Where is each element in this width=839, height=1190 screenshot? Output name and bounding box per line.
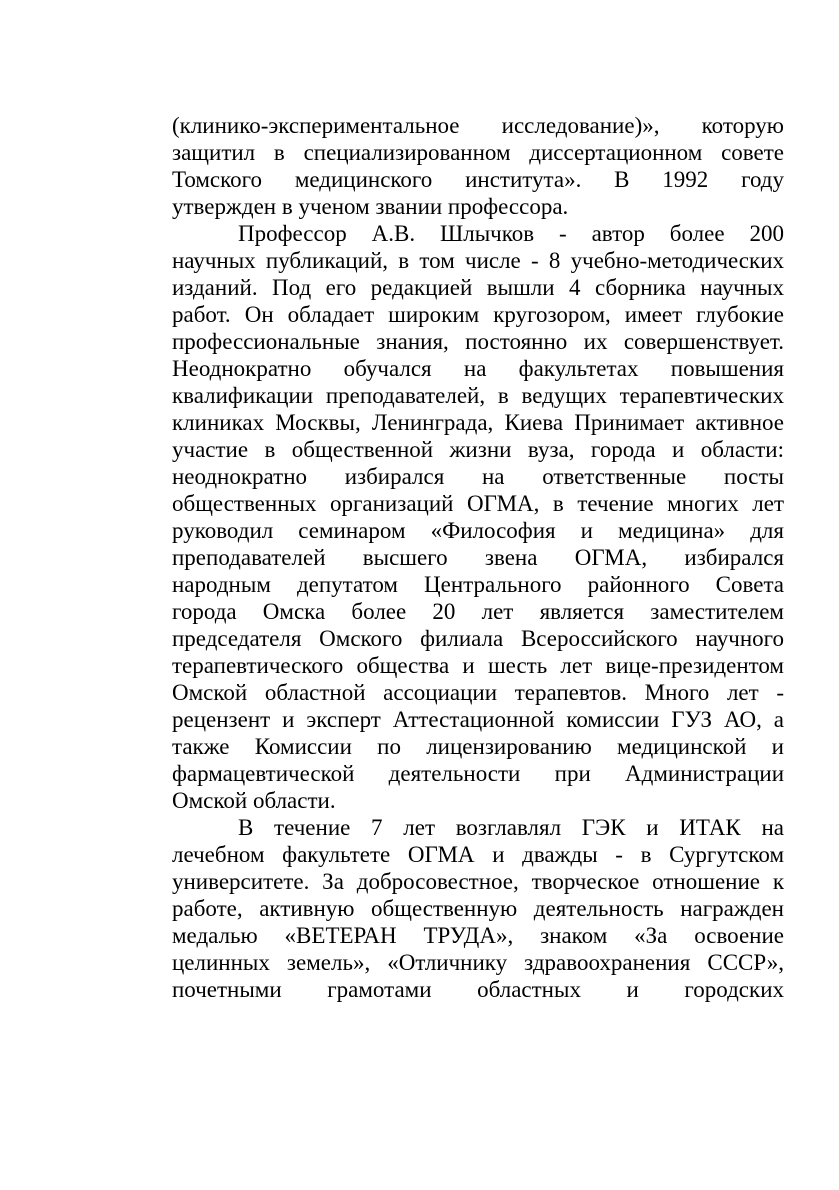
text-line: университете. За добросовестное, творческое отношение к — [172, 869, 784, 894]
text-line: работ. Он обладает широким кругозором, имеет глубокие — [172, 302, 784, 327]
text-line: (клинико-экспериментальное исследование)», которую — [172, 113, 784, 138]
text-line: народным депутатом Центрального районного Совета — [172, 572, 784, 597]
text-line: почетными грамотами областных и городских — [172, 977, 784, 1002]
text-line: общественных организаций ОГМА, в течение многих лет — [172, 491, 784, 516]
text-line: защитил в специализированном диссертационном совете — [172, 140, 784, 165]
text-line: профессиональные знания, постоянно их совершенствует. — [172, 329, 784, 354]
text-line: Профессор А.В. Шлычков - автор более 200 — [238, 221, 784, 246]
text-line: изданий. Под его редакцией вышли 4 сборника научных — [172, 275, 784, 300]
text-line: участие в общественной жизни вуза, города и области: — [172, 437, 784, 462]
text-line: Омской области. — [172, 788, 336, 813]
body-text — [172, 112, 784, 1003]
text-line: терапевтического общества и шесть лет вице-президентом — [172, 653, 784, 678]
text-line: также Комиссии по лицензированию медицинской и — [172, 734, 784, 759]
text-line: Омской областной ассоциации терапевтов. Много лет - — [172, 680, 784, 705]
text-line: Томского медицинского института». В 1992 году — [172, 167, 784, 192]
text-line: В течение 7 лет возглавлял ГЭК и ИТАК на — [238, 815, 784, 840]
text-line: лечебном факультете ОГМА и дважды - в Сургутском — [172, 842, 784, 867]
text-line: целинных земель», «Отличнику здравоохранения СССР», — [172, 950, 784, 975]
text-line: преподавателей высшего звена ОГМА, избирался — [172, 545, 784, 570]
text-line: фармацевтической деятельности при Администрации — [172, 761, 784, 786]
text-line: города Омска более 20 лет является заместителем — [172, 599, 784, 624]
text-line: председателя Омского филиала Всероссийского научного — [172, 626, 784, 651]
text-line: руководил семинаром «Философия и медицина» для — [172, 518, 784, 543]
text-line: рецензент и эксперт Аттестационной комиссии ГУЗ АО, а — [172, 707, 784, 732]
text-line: медалью «ВЕТЕРАН ТРУДА», знаком «За освоение — [172, 923, 784, 948]
text-line: клиниках Москвы, Ленинграда, Киева Принимает активное — [172, 410, 784, 435]
text-line: квалификации преподавателей, в ведущих терапевтических — [172, 383, 784, 408]
text-line: Неоднократно обучался на факультетах повышения — [172, 356, 784, 381]
text-line: неоднократно избирался на ответственные посты — [172, 464, 784, 489]
text-line: работе, активную общественную деятельность награжден — [172, 896, 784, 921]
text-line: утвержден в ученом звании профессора. — [172, 194, 569, 219]
text-line: научных публикаций, в том числе - 8 учебно-методических — [172, 248, 784, 273]
